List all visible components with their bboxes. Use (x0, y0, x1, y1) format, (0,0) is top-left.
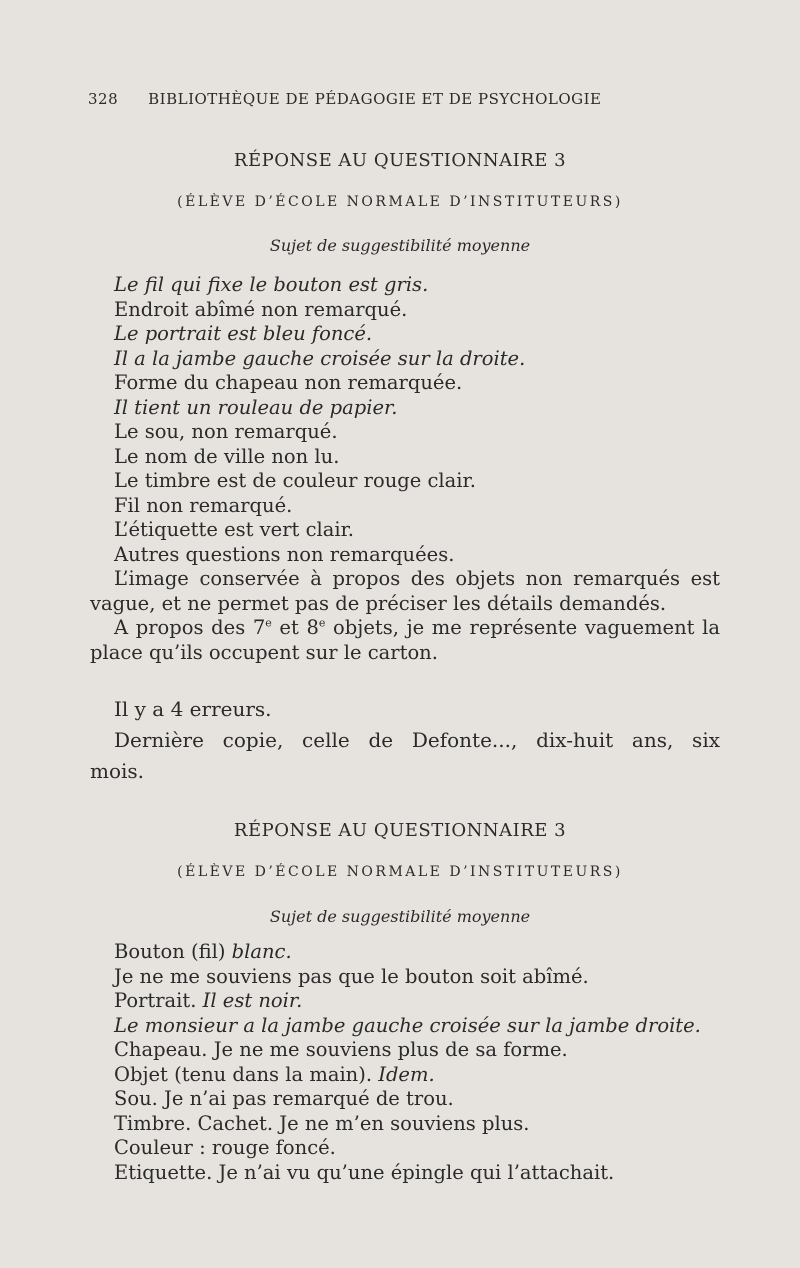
page-number: 328 (88, 90, 119, 108)
section2-title: RÉPONSE AU QUESTIONNAIRE 3 (233, 820, 567, 841)
copy-line: mois. (90, 759, 145, 783)
text-fragment: Objet (tenu dans la main). (114, 1062, 379, 1086)
text-fragment: et 8 (271, 616, 319, 639)
answer-line: Je ne me souviens pas que le bouton soit abîmé. (114, 964, 589, 988)
answer-line: Sou. Je n’ai pas remarqué de trou. (114, 1087, 454, 1110)
answer-line: Chapeau. Je ne me souviens plus de sa forme. (114, 1038, 568, 1061)
answer-line: Il a la jambe gauche croisée sur la droite. (114, 346, 526, 370)
section2-subtitle: (ÉLÈVE D’ÉCOLE NORMALE D’INSTITUTEURS) (177, 864, 623, 880)
italic-fragment: Il est noir. (202, 989, 303, 1012)
text-fragment: Portrait. (114, 989, 203, 1012)
answer-line: Forme du chapeau non remarquée. (114, 371, 463, 394)
copy-line: Dernière copie, celle de Defonte..., dix-huit ans, six (114, 728, 720, 752)
answer-line: Timbre. Cachet. Je ne m’en souviens plus. (114, 1111, 530, 1135)
italic-fragment: blanc. (231, 940, 292, 963)
answer-line: Couleur : rouge foncé. (114, 1136, 336, 1159)
answer-line: L’étiquette est vert clair. (114, 518, 354, 541)
answer-line (114, 940, 754, 965)
section1-title: RÉPONSE AU QUESTIONNAIRE 3 (233, 150, 567, 171)
answer-line: Fil non remarqué. (114, 493, 293, 517)
ordinal-superscript: e (318, 616, 326, 630)
answer-line: vague, et ne permet pas de préciser les détails demandés. (90, 591, 667, 615)
section1-subtitle: (ÉLÈVE D’ÉCOLE NORMALE D’INSTITUTEURS) (177, 194, 623, 210)
section2-answers (114, 940, 754, 1185)
section1-answers (90, 273, 721, 665)
answer-line-objects (114, 616, 720, 641)
text-fragment: A propos des 7 (114, 616, 266, 639)
section2-subject: Sujet de suggestibilité moyenne (269, 907, 531, 926)
body-paragraph (90, 694, 720, 787)
text-fragment: objets, je me représente vaguement la (325, 616, 721, 639)
answer-line (114, 989, 754, 1014)
answer-line: place qu’ils occupent sur le carton. (90, 640, 438, 664)
answer-line: L’image conservée à propos des objets non remarqués est (114, 567, 720, 590)
answer-line: Le fil qui fixe le bouton est gris. (114, 273, 429, 296)
answer-line: Etiquette. Je n’ai vu qu’une épingle qui l’attachait. (114, 1160, 615, 1184)
answer-line: Le timbre est de couleur rouge clair. (114, 469, 476, 492)
answer-line: Endroit abîmé non remarqué. (114, 297, 408, 321)
answer-line: Le monsieur a la jambe gauche croisée sur la jambe droite. (114, 1013, 701, 1037)
running-title: BIBLIOTHÈQUE DE PÉDAGOGIE ET DE PSYCHOLOGIE (148, 90, 602, 108)
section1-subject: Sujet de suggestibilité moyenne (269, 236, 531, 255)
answer-line: Autres questions non remarquées. (114, 542, 455, 566)
answer-line: Le nom de ville non lu. (114, 444, 340, 468)
text-fragment: Bouton (fil) (114, 940, 232, 963)
answer-line: Le sou, non remarqué. (114, 420, 338, 443)
ordinal-superscript: e (265, 616, 272, 630)
errors-count-line: Il y a 4 erreurs. (114, 697, 272, 721)
answer-line (114, 1063, 754, 1088)
answer-line: Le portrait est bleu foncé. (114, 322, 373, 345)
answer-line: Il tient un rouleau de papier. (114, 395, 398, 419)
italic-fragment: Idem. (378, 1062, 435, 1086)
running-header (88, 90, 648, 108)
